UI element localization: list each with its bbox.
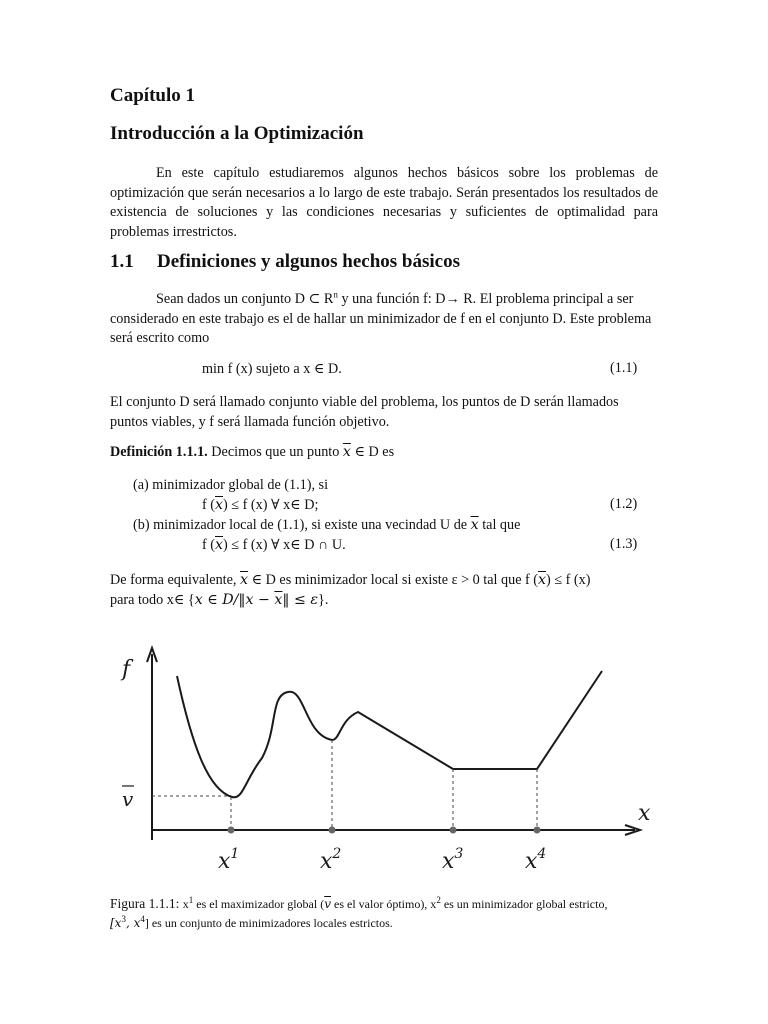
item-b	[133, 516, 520, 535]
x2-point	[329, 827, 336, 834]
section-heading	[110, 251, 460, 273]
caption-interval-open: [x	[110, 916, 122, 930]
equation-1-2	[202, 496, 318, 515]
p1-text-a: Sean dados un conjunto D ⊂ R	[156, 291, 334, 307]
p1-text-b: y una función f: D→ R. El problema principal a ser considerado en este trabajo es el de hallar un minimizador de f en el conjunto D. Este problema será escrito como	[110, 291, 652, 346]
figure-caption	[110, 894, 670, 933]
xbar-symbol: $\overline{x}$	[538, 572, 547, 588]
item-b-text-b: tal que	[478, 517, 521, 533]
p3-text-b: ∈ D es minimizador local si existe ε > 0 tal que f (	[248, 572, 539, 588]
caption-s4: 4	[140, 914, 145, 924]
y-axis-label: f	[122, 657, 131, 682]
eq2-rhs: ) ≤ f (x) ∀ x∈ D;	[223, 497, 319, 513]
equation-1-1: min f (x) sujeto a x ∈ D.	[202, 361, 342, 377]
equation-1-1-number: (1.1)	[610, 360, 638, 376]
caption-vbar: $\overline{v}$	[324, 897, 331, 911]
xbar-symbol: $\overline{x}$	[215, 537, 224, 553]
caption-t3: es el valor óptimo), x	[331, 897, 437, 911]
definition-text-b: ∈ D es	[350, 444, 395, 460]
x1-point	[228, 827, 235, 834]
equation-1-3-number: (1.3)	[610, 536, 638, 552]
paragraph-equivalent-line-2	[110, 591, 328, 610]
caption-lead: Figura 1.1.1:	[110, 896, 183, 911]
chapter-title: Introducción a la Optimización	[110, 123, 364, 144]
tick-x4: $x^4$	[525, 846, 547, 874]
item-b-text-a: (b) minimizador local de (1.1), si existe una vecindad U de	[133, 517, 471, 533]
paragraph-problem	[110, 290, 658, 349]
section-number: 1.1	[110, 251, 134, 272]
xbar-symbol: $\overline{x}$	[215, 497, 224, 513]
vbar-label: v	[122, 787, 134, 811]
xbar-symbol: $\overline{x}$	[274, 592, 283, 608]
item-a: (a) minimizador global de (1.1), si	[133, 477, 329, 493]
x-axis-label: x	[638, 801, 651, 826]
p3-text-c: ) ≤ f (x)	[546, 572, 591, 588]
definition-text-a: Decimos que un punto	[207, 444, 343, 460]
caption-line-1	[110, 894, 670, 914]
tick-x1: $x^1$	[218, 846, 240, 874]
paragraph-feasible-set: El conjunto D será llamado conjunto viable del problema, los puntos de D serán llamados puntos viables, y f será llamada función objetivo.	[110, 394, 619, 430]
function-curve	[177, 671, 602, 797]
caption-t5: es un conjunto de minimizadores locales estrictos.	[148, 916, 393, 930]
equation-1-3	[202, 536, 346, 555]
caption-t2: es el maximizador global (	[193, 897, 325, 911]
caption-s2: 2	[436, 895, 441, 905]
tick-x2: $x^2$	[320, 846, 342, 874]
intro-paragraph: En este capítulo estudiaremos algunos hechos básicos sobre los problemas de optimización que serán necesarios a lo largo de este trabajo. Serán presentados los resultados de existencia de soluciones y las condiciones necesarias y suficientes de optimalidad para problemas irrestrictos.	[110, 165, 658, 240]
definition-label: Definición 1.1.1.	[110, 444, 208, 460]
paragraph-equivalent-line-1	[110, 571, 590, 590]
definition-1-1-1	[110, 443, 394, 462]
eq3-lhs: f (	[202, 537, 215, 553]
caption-interval-close: ]	[144, 916, 149, 930]
equation-1-2-number: (1.2)	[610, 496, 638, 512]
figure-1-1-1	[100, 640, 660, 880]
caption-t4: es un minimizador global estricto,	[440, 897, 608, 911]
caption-t1: x	[182, 897, 189, 911]
p3-text-a: De forma equivalente,	[110, 572, 240, 588]
chapter-label: Capítulo 1	[110, 85, 195, 106]
caption-interval-mid: , x	[125, 916, 141, 930]
p1-sup: n	[333, 289, 338, 300]
eq3-rhs: ) ≤ f (x) ∀ x∈ D ∩ U.	[223, 537, 346, 553]
tick-x3: $x^3$	[442, 846, 464, 874]
section-title: Definiciones y algunos hechos básicos	[157, 251, 460, 272]
caption-s1: 1	[188, 895, 194, 905]
xbar-symbol: $\overline{x}$	[470, 517, 479, 533]
xbar-symbol: $\overline{x}$	[240, 572, 249, 588]
x4-point	[534, 827, 541, 834]
p3-text-g: }.	[318, 592, 329, 608]
eq2-lhs: f (	[202, 497, 215, 513]
caption-s3: 3	[121, 914, 126, 924]
x3-point	[450, 827, 457, 834]
xbar-symbol: $\overline{x}$	[342, 444, 351, 460]
p3-text-d: para todo x∈ {	[110, 592, 195, 608]
caption-line-2	[110, 914, 670, 933]
p3-set-expr: x ∈ D/‖x −	[194, 592, 275, 608]
p3-set-expr-end: ‖ ≤ ε	[282, 592, 319, 608]
